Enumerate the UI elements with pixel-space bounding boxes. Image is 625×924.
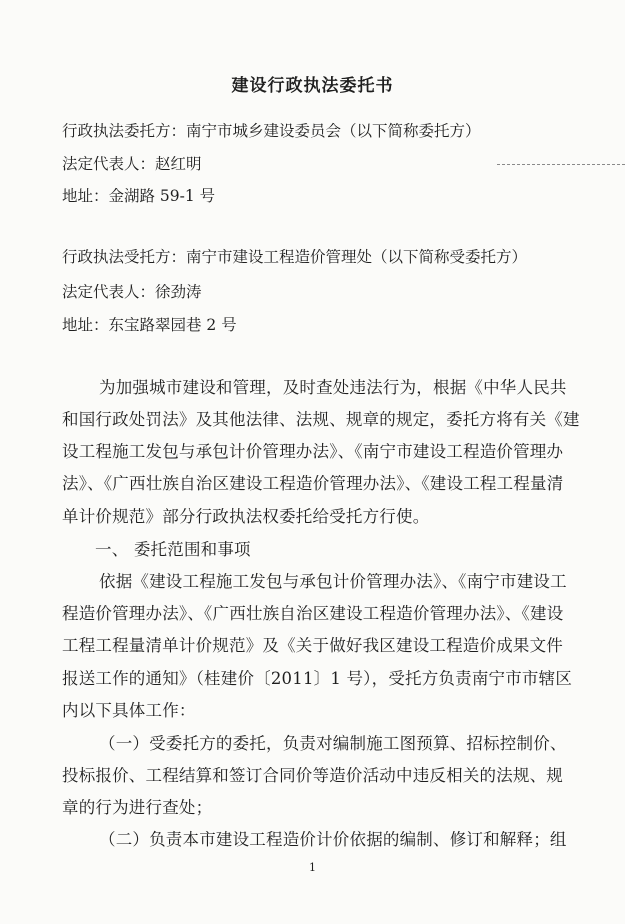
body-line: 工程工程量清单计价规范》及《关于做好我区建设工程造价成果文件 [62, 636, 563, 655]
body-line: 法》、《广西壮族自治区建设工程造价管理办法》、《建设工程工程量清 [62, 474, 564, 493]
body-line: 投标报价、工程结算和签订合同价等造价活动中违反相关的法规、规 [62, 766, 563, 785]
body-line: 章的行为进行查处； [62, 798, 213, 817]
body-line: （二）负责本市建设工程造价计价依据的编制、修订和解释；组 [99, 830, 567, 849]
body-line: 程造价管理办法》、《广西壮族自治区建设工程造价管理办法》、《建设 [62, 604, 564, 623]
body-line: 和国行政处罚法》及其他法律、法规、规章的规定，委托方将有关《建 [62, 410, 580, 429]
document-title: 建设行政执法委托书 [231, 76, 394, 96]
body-line: 单计价规范》部分行政执法权委托给受托方行使。 [62, 507, 430, 526]
body-line: 内以下具体工作： [62, 701, 196, 720]
principal-line: 行政执法委托方：南宁市城乡建设委员会（以下简称委托方） [62, 122, 481, 140]
body-line: 设工程施工发包与承包计价管理办法》、《南宁市建设工程造价管理办 [62, 442, 564, 461]
agent-address: 地址：东宝路翠园巷 2 号 [62, 316, 237, 334]
margin-rule [497, 164, 625, 165]
principal-address: 地址：金湖路 59-1 号 [62, 187, 216, 205]
body-line: 依据《建设工程施工发包与承包计价管理办法》、《南宁市建设工 [99, 572, 567, 591]
page-number: 1 [309, 861, 316, 874]
agent-representative: 法定代表人：徐劲涛 [62, 283, 202, 301]
section-heading: 一、 委托范围和事项 [95, 540, 251, 559]
agent-line: 行政执法受托方：南宁市建设工程造价管理处（以下简称受委托方） [62, 248, 528, 266]
body-line: 报送工作的通知》（桂建价〔2011〕1 号），受托方负责南宁市市辖区 [62, 669, 573, 688]
body-line: （一）受委托方的委托，负责对编制施工图预算、招标控制价、 [99, 734, 567, 753]
body-line: 为加强城市建设和管理，及时查处违法行为，根据《中华人民共 [99, 378, 567, 397]
principal-representative: 法定代表人：赵红明 [62, 155, 202, 173]
